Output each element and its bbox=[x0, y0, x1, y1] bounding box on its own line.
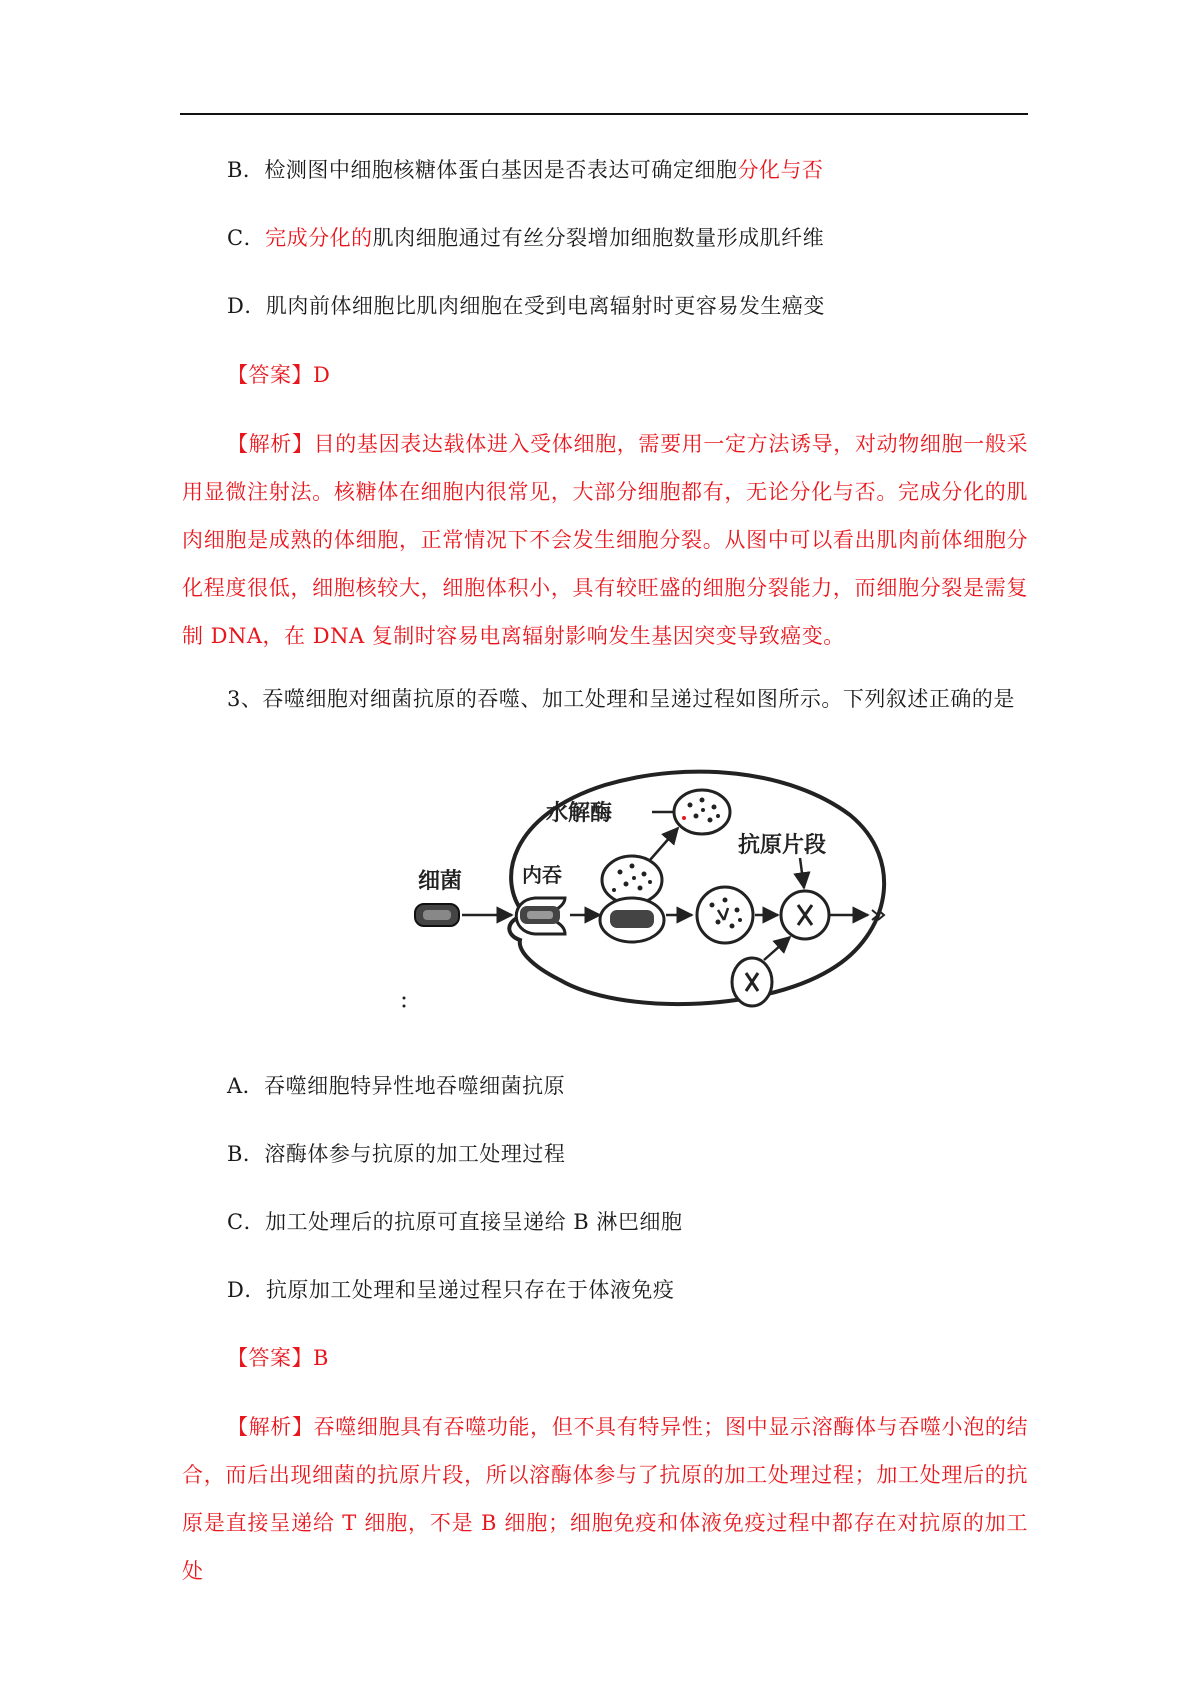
q2-analysis-text: 目的基因表达载体进入受体细胞，需要用一定方法诱导，对动物细胞一般采用显微注射法。核糖体在细胞内很常见，大部分细胞都有，无论分化与否。完成分化的肌肉细胞是成熟的体细胞，正常情况下不会发生细胞分裂。从图中可以看出肌肉前体细胞分化程度很低，细胞核较大，细胞体积小，具有较旺盛的细胞分裂能力，而细胞分裂是需复制 DNA，在 DNA 复制时容易电离辐射影响发生基因突变导致癌变。 bbox=[182, 432, 1029, 648]
q3-analysis-text: 吞噬细胞具有吞噬功能，但不具有特异性；图中显示溶酶体与吞噬小泡的结合，而后出现细菌的抗原片段，所以溶酶体参与了抗原的加工处理过程；加工处理后的抗原是直接呈递给 T 细胞，不是 B 细胞；细胞免疫和体液免疫过程中都存在对抗原的加工处 bbox=[182, 1415, 1029, 1583]
q2-analysis bbox=[182, 420, 1028, 660]
label-hydrolase: 水解酶 bbox=[546, 801, 613, 826]
q2-option-c-text: 肌肉细胞通过有丝分裂增加细胞数量形成肌纤维 bbox=[372, 226, 825, 250]
q3-option-b: B．溶酶体参与抗原的加工处理过程 bbox=[227, 1142, 566, 1166]
q2-option-c bbox=[227, 223, 824, 253]
q2-option-b bbox=[227, 155, 823, 185]
q3-answer bbox=[227, 1343, 329, 1373]
q2-option-b-highlight: 分化与否 bbox=[737, 158, 824, 182]
q2-option-c-letter: C． bbox=[227, 226, 266, 250]
lysosome-icon bbox=[674, 790, 730, 834]
q2-answer-value: D bbox=[313, 363, 331, 387]
label-endocytosis: 内吞 bbox=[522, 863, 562, 887]
header-rule bbox=[180, 113, 1028, 115]
endocytosis-vesicle-icon bbox=[516, 898, 565, 934]
label-antigen-fragment: 抗原片段 bbox=[738, 833, 827, 858]
mhc-vesicle-icon bbox=[732, 958, 772, 1006]
q3-option-d: D．抗原加工处理和呈递过程只存在于体液免疫 bbox=[227, 1278, 675, 1302]
q2-analysis-label: 【解析】 bbox=[227, 432, 314, 456]
q2-answer bbox=[227, 360, 330, 390]
q2-option-d: D．肌肉前体细胞比肌肉细胞在受到电离辐射时更容易发生癌变 bbox=[227, 294, 825, 318]
q3-stem: 3、吞噬细胞对细菌抗原的吞噬、加工处理和呈递过程如图所示。下列叙述正确的是 bbox=[227, 687, 1015, 711]
q3-answer-value: B bbox=[313, 1346, 329, 1370]
q3-analysis-label: 【解析】 bbox=[227, 1415, 314, 1439]
bacteria-icon bbox=[415, 904, 459, 926]
q2-option-b-text: B．检测图中细胞核糖体蛋白基因是否表达可确定细胞 bbox=[227, 158, 738, 182]
phagocyte-diagram bbox=[400, 760, 920, 1015]
processing-vesicle-icon bbox=[697, 887, 753, 943]
q3-analysis bbox=[182, 1403, 1028, 1595]
q2-answer-label: 【答案】 bbox=[227, 363, 313, 387]
q3-option-a: A．吞噬细胞特异性地吞噬细菌抗原 bbox=[227, 1074, 566, 1098]
phagolysosome-icon bbox=[600, 856, 664, 942]
q3-answer-label: 【答案】 bbox=[227, 1346, 313, 1370]
q3-option-c: C．加工处理后的抗原可直接呈递给 B 淋巴细胞 bbox=[227, 1210, 683, 1234]
antigen-fragment-vesicle-icon bbox=[781, 891, 829, 939]
label-bacteria: 细菌 bbox=[418, 869, 463, 894]
q2-option-c-highlight: 完成分化的 bbox=[265, 226, 373, 250]
